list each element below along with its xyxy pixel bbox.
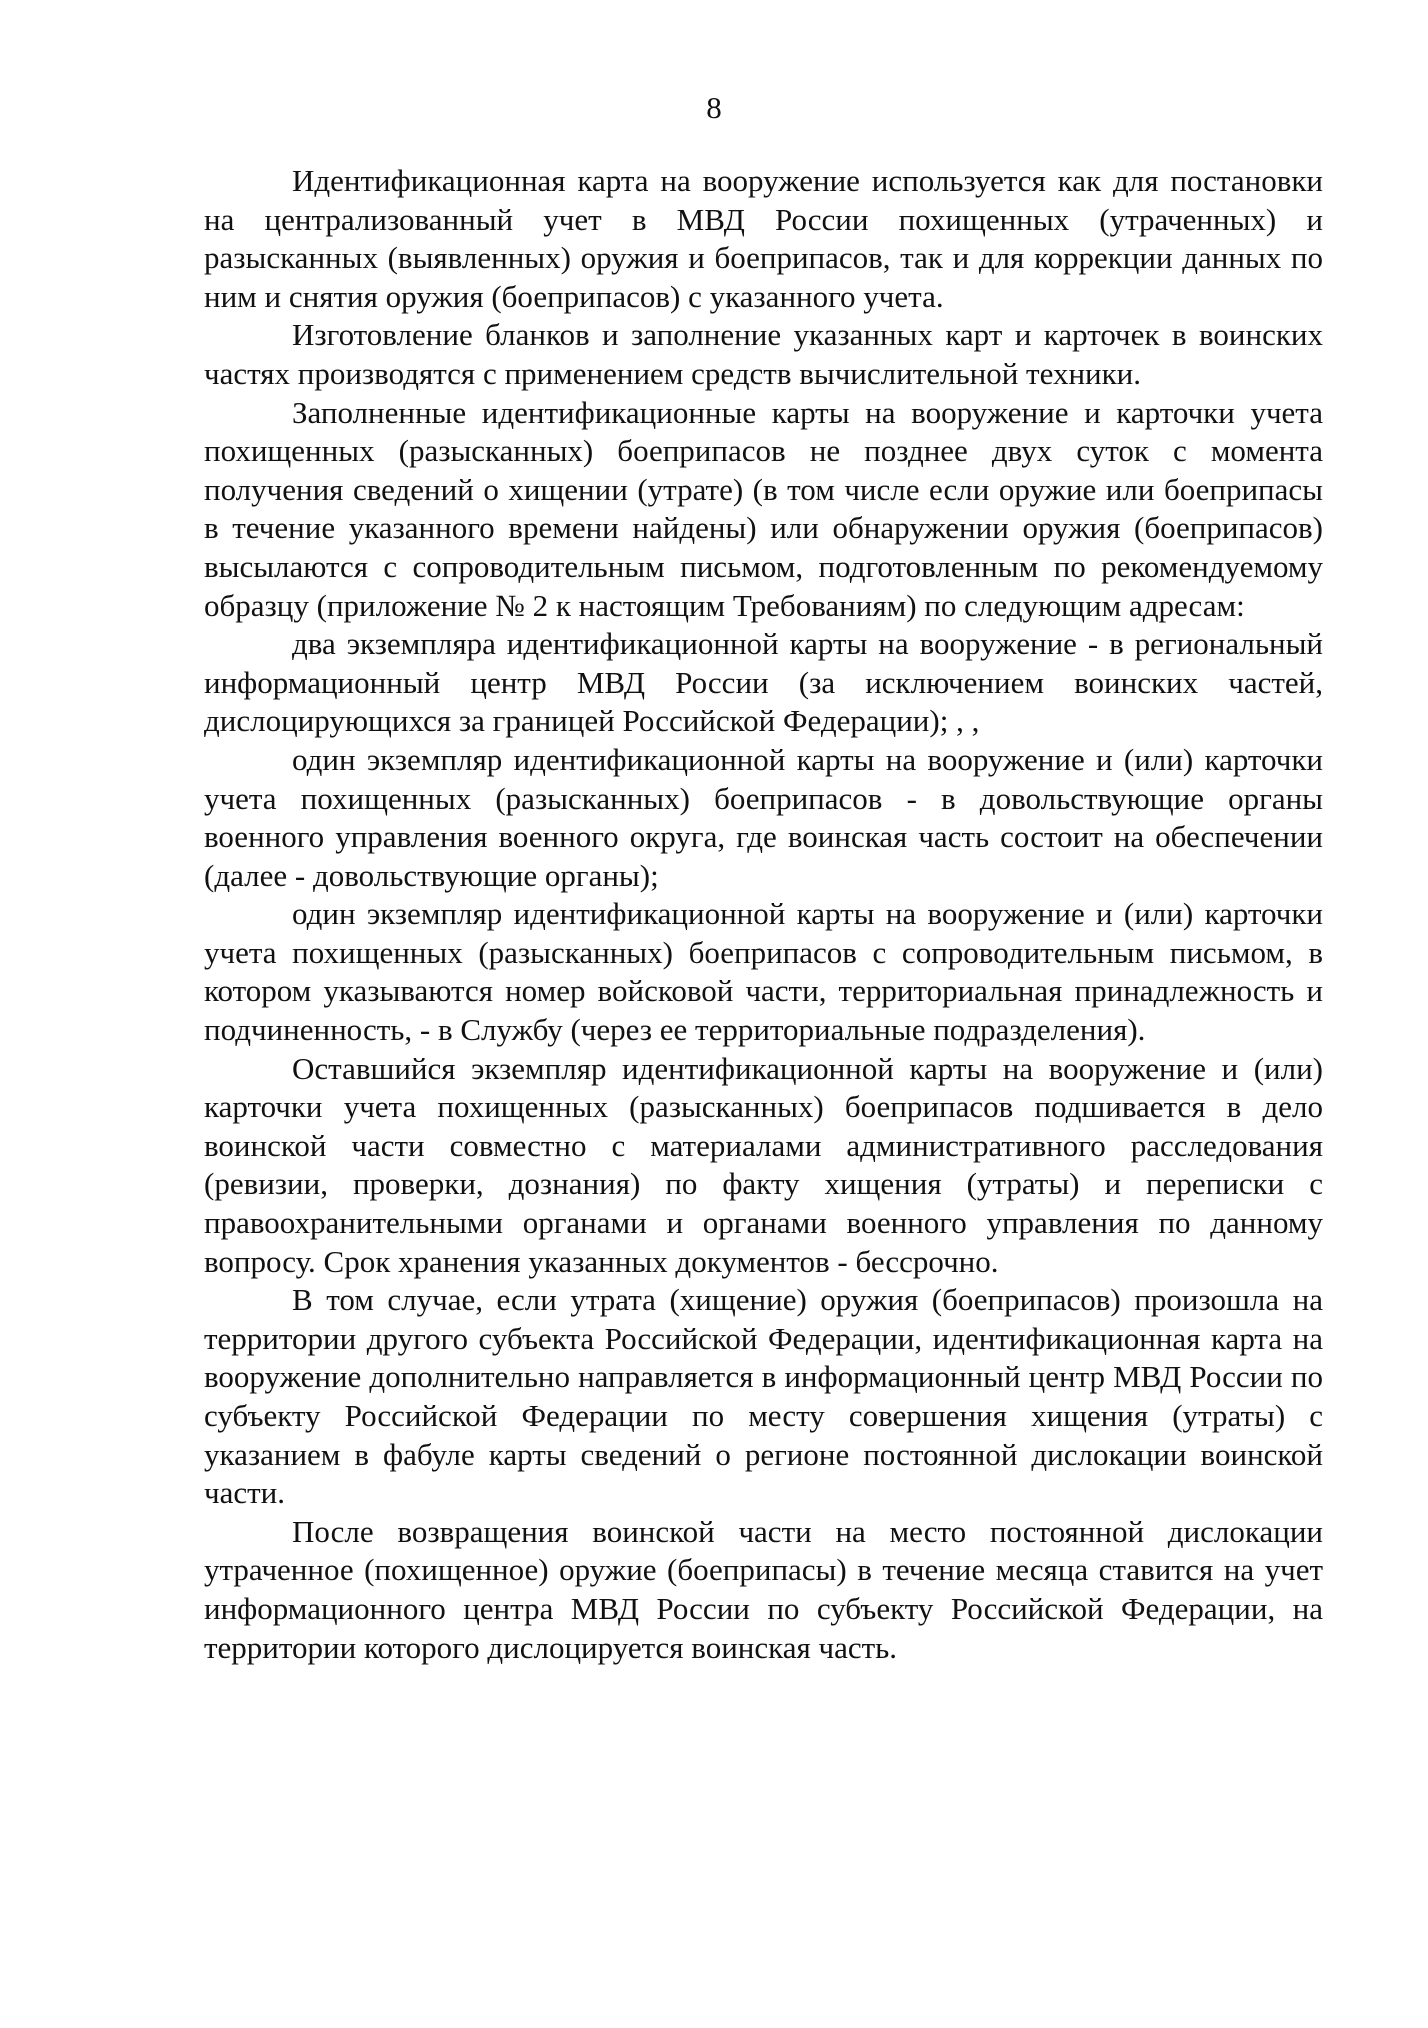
paragraph-other-region-loss: В том случае, если утрата (хищение) оружия (боеприпасов) произошла на территории другого субъекта Российской Федерации, идентификационная карта на вооружение дополнительно направляется в информационный центр МВД России по субъекту Российской Федерации по месту совершения хищения (утраты) с указанием в фабуле карты сведений о регионе постоянной дислокации воинской части.: [204, 1282, 1323, 1511]
paragraph-regional-center-copies: два экземпляра идентификационной карты на вооружение - в региональный информационный центр МВД России (за исключением воинских частей, дислоцирующихся за границей Российской Федерации); , ,: [204, 626, 1323, 739]
paragraph-service-copy: один экземпляр идентификационной карты на вооружение и (или) карточки учета похищенных (разысканных) боеприпасов с сопроводительным письмом, в котором указываются номер войсковой части, территориальная принадлежность и подчиненность, - в Службу (через ее территориальные подразделения).: [204, 896, 1323, 1048]
paragraph-forms-production: Изготовление бланков и заполнение указанных карт и карточек в воинских частях производятся с применением средств вычислительной техники.: [204, 317, 1323, 391]
paragraph-supply-bodies-copy: один экземпляр идентификационной карты на вооружение и (или) карточки учета похищенных (разысканных) боеприпасов - в довольствующие органы военного управления военного округа, где воинская часть состоит на обеспечении (далее - довольствующие органы);: [204, 741, 1323, 893]
page-number: 8: [706, 90, 722, 125]
paragraph-submission-deadline: Заполненные идентификационные карты на вооружение и карточки учета похищенных (разысканных) боеприпасов не позднее двух суток с момента получения сведений о хищении (утрате) (в том числе если оружие или боеприпасы в течение указанного времени найдены) или обнаружении оружия (боеприпасов) высылаются с сопроводительным письмом, подготовленным по рекомендуемому образцу (приложение № 2 к настоящим Требованиям) по следующим адресам:: [204, 394, 1323, 623]
paragraph-identification-card-usage: Идентификационная карта на вооружение используется как для постановки на централизованный учет в МВД России похищенных (утраченных) и разысканных (выявленных) оружия и боеприпасов, так и для коррекции данных по ним и снятия оружия (боеприпасов) с указанного учета.: [204, 163, 1323, 314]
paragraph-remaining-copy: Оставшийся экземпляр идентификационной карты на вооружение и (или) карточки учета похищенных (разысканных) боеприпасов подшивается в дело воинской части совместно с материалами административного расследования (ревизии, проверки, дознания) по факту хищения (утраты) и переписки с правоохранительными органами и органами военного управления по данному вопросу. Срок хранения указанных документов - бессрочно.: [204, 1050, 1323, 1279]
document-body: [204, 162, 1323, 1667]
paragraph-return-registration: После возвращения воинской части на место постоянной дислокации утраченное (похищенное) оружие (боеприпасы) в течение месяца ставится на учет информационного центра МВД России по субъекту Российской Федерации, на территории которого дислоцируется воинская часть.: [204, 1513, 1323, 1665]
